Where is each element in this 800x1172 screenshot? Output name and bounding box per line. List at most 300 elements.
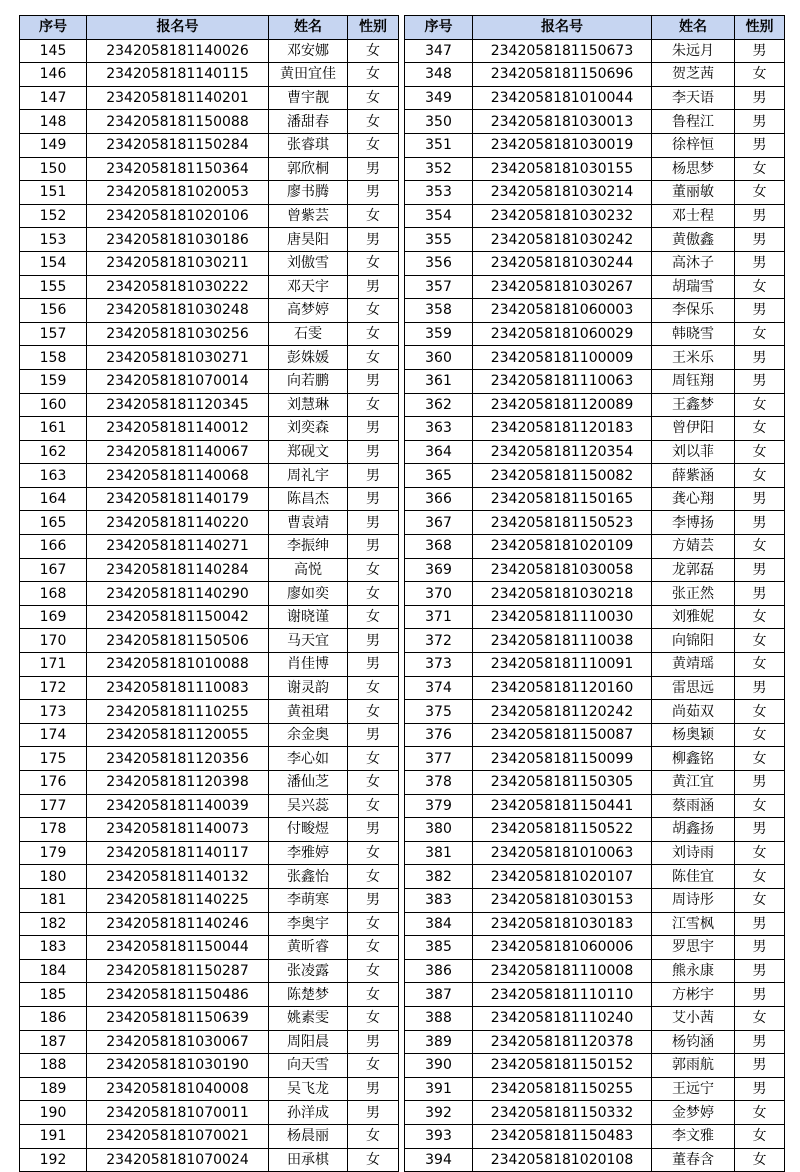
cell-no: 383 (405, 888, 473, 912)
table-row (20, 251, 399, 275)
cell-id: 2342058181120183 (473, 417, 652, 441)
cell-no: 393 (405, 1124, 473, 1148)
cell-id: 2342058181140284 (87, 558, 269, 582)
cell-name: 王鑫梦 (652, 393, 735, 417)
cell-name: 曹宇靓 (269, 86, 348, 110)
cell-name: 曾伊阳 (652, 417, 735, 441)
cell-id: 2342058181120055 (87, 723, 269, 747)
cell-name: 肖佳博 (269, 653, 348, 677)
cell-name: 雷思远 (652, 676, 735, 700)
cell-name: 田承棋 (269, 1148, 348, 1172)
cell-name: 杨钧涵 (652, 1030, 735, 1054)
cell-name: 邓士程 (652, 204, 735, 228)
cell-id: 2342058181030222 (87, 275, 269, 299)
table-row (405, 181, 785, 205)
cell-id: 2342058181140246 (87, 912, 269, 936)
cell-name: 姚素雯 (269, 1006, 348, 1030)
cell-sex: 女 (348, 841, 399, 865)
cell-name: 徐梓恒 (652, 133, 735, 157)
cell-sex: 男 (735, 204, 785, 228)
cell-name: 刘慧琳 (269, 393, 348, 417)
cell-name: 张正然 (652, 582, 735, 606)
table-row (20, 723, 399, 747)
cell-id: 2342058181030214 (473, 181, 652, 205)
cell-id: 2342058181140132 (87, 865, 269, 889)
cell-no: 390 (405, 1054, 473, 1078)
cell-id: 2342058181120345 (87, 393, 269, 417)
cell-id: 2342058181140225 (87, 888, 269, 912)
table-row (20, 771, 399, 795)
cell-id: 2342058181030183 (473, 912, 652, 936)
cell-id: 2342058181150088 (87, 110, 269, 134)
cell-name: 周阳晨 (269, 1030, 348, 1054)
cell-name: 李萌寒 (269, 888, 348, 912)
cell-sex: 女 (348, 1006, 399, 1030)
cell-id: 2342058181040008 (87, 1077, 269, 1101)
cell-no: 358 (405, 299, 473, 323)
cell-no: 382 (405, 865, 473, 889)
cell-name: 周钰翔 (652, 369, 735, 393)
table-row (20, 888, 399, 912)
table-row (405, 1124, 785, 1148)
cell-name: 杨思梦 (652, 157, 735, 181)
cell-no: 387 (405, 983, 473, 1007)
cell-id: 2342058181150522 (473, 818, 652, 842)
cell-name: 韩晓雪 (652, 322, 735, 346)
cell-name: 陈昌杰 (269, 487, 348, 511)
cell-name: 朱远月 (652, 39, 735, 63)
cell-id: 2342058181140026 (87, 39, 269, 63)
cell-sex: 女 (735, 723, 785, 747)
cell-id: 2342058181140179 (87, 487, 269, 511)
table-row (405, 110, 785, 134)
cell-name: 向若鹏 (269, 369, 348, 393)
cell-name: 潘甜春 (269, 110, 348, 134)
table-row (20, 228, 399, 252)
cell-no: 351 (405, 133, 473, 157)
cell-id: 2342058181030153 (473, 888, 652, 912)
cell-id: 2342058181150087 (473, 723, 652, 747)
cell-no: 171 (20, 653, 87, 677)
cell-id: 2342058181030271 (87, 346, 269, 370)
table-row (405, 841, 785, 865)
cell-no: 373 (405, 653, 473, 677)
cell-no: 389 (405, 1030, 473, 1054)
cell-name: 董春含 (652, 1148, 735, 1172)
cell-no: 160 (20, 393, 87, 417)
cell-sex: 男 (735, 959, 785, 983)
table-row (405, 1077, 785, 1101)
cell-no: 166 (20, 535, 87, 559)
cell-no: 364 (405, 440, 473, 464)
cell-name: 谢灵韵 (269, 676, 348, 700)
cell-no: 356 (405, 251, 473, 275)
cell-name: 黄靖瑶 (652, 653, 735, 677)
cell-sex: 女 (348, 393, 399, 417)
cell-no: 145 (20, 39, 87, 63)
cell-name: 胡鑫扬 (652, 818, 735, 842)
cell-name: 金梦婷 (652, 1101, 735, 1125)
cell-no: 369 (405, 558, 473, 582)
cell-sex: 男 (735, 487, 785, 511)
cell-sex: 男 (735, 511, 785, 535)
cell-id: 2342058181030256 (87, 322, 269, 346)
cell-name: 杨奥颖 (652, 723, 735, 747)
table-row (405, 157, 785, 181)
cell-sex: 男 (735, 39, 785, 63)
cell-sex: 男 (348, 275, 399, 299)
table-row (20, 346, 399, 370)
cell-name: 胡瑞雪 (652, 275, 735, 299)
cell-name: 周诗彤 (652, 888, 735, 912)
cell-id: 2342058181010044 (473, 86, 652, 110)
table-row (20, 676, 399, 700)
cell-name: 黄昕睿 (269, 936, 348, 960)
header-sex: 性别 (348, 16, 399, 40)
cell-id: 2342058181120089 (473, 393, 652, 417)
cell-name: 张睿琪 (269, 133, 348, 157)
cell-id: 2342058181070021 (87, 1124, 269, 1148)
cell-name: 李文雅 (652, 1124, 735, 1148)
cell-no: 354 (405, 204, 473, 228)
header-no: 序号 (405, 16, 473, 40)
cell-no: 151 (20, 181, 87, 205)
cell-name: 廖书腾 (269, 181, 348, 205)
cell-name: 陈楚梦 (269, 983, 348, 1007)
cell-no: 394 (405, 1148, 473, 1172)
cell-no: 169 (20, 605, 87, 629)
cell-sex: 男 (348, 464, 399, 488)
cell-sex: 男 (348, 1030, 399, 1054)
cell-name: 李天语 (652, 86, 735, 110)
cell-sex: 男 (348, 653, 399, 677)
cell-name: 李博扬 (652, 511, 735, 535)
cell-sex: 女 (348, 322, 399, 346)
cell-id: 2342058181140220 (87, 511, 269, 535)
table-row (405, 888, 785, 912)
table-row (405, 228, 785, 252)
cell-sex: 男 (735, 582, 785, 606)
cell-id: 2342058181150044 (87, 936, 269, 960)
cell-name: 罗思宇 (652, 936, 735, 960)
cell-id: 2342058181120356 (87, 747, 269, 771)
cell-id: 2342058181120160 (473, 676, 652, 700)
cell-name: 薛紫涵 (652, 464, 735, 488)
cell-id: 2342058181030067 (87, 1030, 269, 1054)
table-row (405, 959, 785, 983)
cell-id: 2342058181150152 (473, 1054, 652, 1078)
cell-sex: 女 (735, 393, 785, 417)
cell-no: 153 (20, 228, 87, 252)
table-row (405, 747, 785, 771)
table-row (405, 369, 785, 393)
table-row (405, 487, 785, 511)
cell-sex: 女 (348, 865, 399, 889)
table-row (20, 204, 399, 228)
cell-sex: 女 (348, 1124, 399, 1148)
cell-no: 181 (20, 888, 87, 912)
cell-id: 2342058181110091 (473, 653, 652, 677)
cell-name: 刘诗雨 (652, 841, 735, 865)
cell-no: 385 (405, 936, 473, 960)
cell-sex: 女 (348, 936, 399, 960)
table-row (20, 1124, 399, 1148)
cell-no: 156 (20, 299, 87, 323)
cell-sex: 女 (348, 558, 399, 582)
cell-name: 张鑫怡 (269, 865, 348, 889)
cell-name: 唐昊阳 (269, 228, 348, 252)
cell-id: 2342058181070024 (87, 1148, 269, 1172)
cell-id: 2342058181150305 (473, 771, 652, 795)
cell-sex: 男 (735, 1054, 785, 1078)
cell-id: 2342058181140067 (87, 440, 269, 464)
cell-id: 2342058181120378 (473, 1030, 652, 1054)
cell-no: 348 (405, 63, 473, 87)
cell-sex: 女 (348, 39, 399, 63)
cell-sex: 女 (735, 1101, 785, 1125)
cell-no: 191 (20, 1124, 87, 1148)
cell-no: 162 (20, 440, 87, 464)
cell-sex: 女 (735, 417, 785, 441)
cell-name: 杨晨丽 (269, 1124, 348, 1148)
cell-sex: 男 (348, 440, 399, 464)
cell-no: 368 (405, 535, 473, 559)
cell-id: 2342058181030242 (473, 228, 652, 252)
cell-id: 2342058181030013 (473, 110, 652, 134)
cell-no: 149 (20, 133, 87, 157)
cell-sex: 男 (348, 1101, 399, 1125)
cell-sex: 女 (735, 605, 785, 629)
table-row (405, 653, 785, 677)
cell-sex: 男 (348, 157, 399, 181)
cell-sex: 男 (735, 1030, 785, 1054)
cell-id: 2342058181140012 (87, 417, 269, 441)
table-row (20, 1054, 399, 1078)
cell-sex: 女 (348, 63, 399, 87)
cell-id: 2342058181020106 (87, 204, 269, 228)
cell-sex: 男 (735, 912, 785, 936)
cell-sex: 男 (348, 417, 399, 441)
cell-no: 167 (20, 558, 87, 582)
cell-sex: 女 (348, 983, 399, 1007)
table-row (405, 275, 785, 299)
cell-name: 郑砚文 (269, 440, 348, 464)
cell-name: 邓天宇 (269, 275, 348, 299)
cell-no: 388 (405, 1006, 473, 1030)
table-row (20, 393, 399, 417)
table-row (405, 700, 785, 724)
cell-name: 吴兴蕊 (269, 794, 348, 818)
cell-id: 2342058181140271 (87, 535, 269, 559)
cell-no: 372 (405, 629, 473, 653)
cell-sex: 女 (348, 959, 399, 983)
table-row (405, 1148, 785, 1172)
cell-sex: 女 (348, 912, 399, 936)
cell-sex: 女 (348, 110, 399, 134)
table-row (405, 1101, 785, 1125)
cell-no: 175 (20, 747, 87, 771)
cell-sex: 男 (735, 936, 785, 960)
table-row (20, 959, 399, 983)
cell-name: 蔡雨涵 (652, 794, 735, 818)
cell-id: 2342058181150483 (473, 1124, 652, 1148)
cell-sex: 女 (735, 1148, 785, 1172)
cell-sex: 男 (348, 723, 399, 747)
cell-name: 艾小茜 (652, 1006, 735, 1030)
table-row (405, 558, 785, 582)
cell-id: 2342058181020107 (473, 865, 652, 889)
cell-no: 192 (20, 1148, 87, 1172)
cell-sex: 女 (735, 535, 785, 559)
cell-no: 150 (20, 157, 87, 181)
cell-no: 347 (405, 39, 473, 63)
cell-no: 174 (20, 723, 87, 747)
table-row (20, 841, 399, 865)
cell-no: 152 (20, 204, 87, 228)
cell-no: 360 (405, 346, 473, 370)
cell-sex: 女 (348, 346, 399, 370)
table-row (405, 322, 785, 346)
table-row (20, 110, 399, 134)
cell-no: 386 (405, 959, 473, 983)
cell-sex: 女 (735, 747, 785, 771)
cell-id: 2342058181030244 (473, 251, 652, 275)
cell-name: 李保乐 (652, 299, 735, 323)
cell-name: 张凌露 (269, 959, 348, 983)
cell-sex: 女 (735, 629, 785, 653)
cell-sex: 女 (735, 700, 785, 724)
cell-no: 180 (20, 865, 87, 889)
cell-id: 2342058181150042 (87, 605, 269, 629)
cell-name: 彭姝媛 (269, 346, 348, 370)
cell-name: 石雯 (269, 322, 348, 346)
cell-no: 173 (20, 700, 87, 724)
cell-id: 2342058181030186 (87, 228, 269, 252)
cell-no: 380 (405, 818, 473, 842)
cell-id: 2342058181150486 (87, 983, 269, 1007)
cell-id: 2342058181110038 (473, 629, 652, 653)
cell-name: 李振绅 (269, 535, 348, 559)
table-row (20, 511, 399, 535)
cell-no: 367 (405, 511, 473, 535)
cell-name: 刘雅妮 (652, 605, 735, 629)
cell-id: 2342058181110110 (473, 983, 652, 1007)
table-row (405, 983, 785, 1007)
table-row (405, 251, 785, 275)
cell-id: 2342058181110008 (473, 959, 652, 983)
table-row (405, 676, 785, 700)
table-row (405, 63, 785, 87)
cell-id: 2342058181120354 (473, 440, 652, 464)
cell-sex: 女 (735, 1124, 785, 1148)
table-row (20, 605, 399, 629)
cell-id: 2342058181140068 (87, 464, 269, 488)
table-row (405, 1006, 785, 1030)
table-row (405, 204, 785, 228)
cell-id: 2342058181150441 (473, 794, 652, 818)
cell-id: 2342058181150332 (473, 1101, 652, 1125)
cell-sex: 女 (348, 299, 399, 323)
cell-name: 方婧芸 (652, 535, 735, 559)
table-row (20, 299, 399, 323)
table-row (20, 181, 399, 205)
table-row (405, 912, 785, 936)
cell-name: 刘奕森 (269, 417, 348, 441)
cell-id: 2342058181150082 (473, 464, 652, 488)
cell-no: 374 (405, 676, 473, 700)
cell-name: 郭欣桐 (269, 157, 348, 181)
table-row (20, 487, 399, 511)
cell-id: 2342058181110255 (87, 700, 269, 724)
cell-sex: 女 (735, 181, 785, 205)
table-row (405, 582, 785, 606)
cell-sex: 男 (735, 369, 785, 393)
cell-sex: 女 (735, 275, 785, 299)
cell-sex: 男 (735, 818, 785, 842)
cell-name: 董丽敏 (652, 181, 735, 205)
cell-sex: 女 (735, 794, 785, 818)
header-id: 报名号 (473, 16, 652, 40)
cell-sex: 男 (348, 369, 399, 393)
cell-id: 2342058181150284 (87, 133, 269, 157)
cell-sex: 女 (348, 1148, 399, 1172)
cell-no: 183 (20, 936, 87, 960)
cell-sex: 男 (735, 558, 785, 582)
table-row (20, 794, 399, 818)
cell-name: 付畯煜 (269, 818, 348, 842)
cell-no: 392 (405, 1101, 473, 1125)
cell-no: 161 (20, 417, 87, 441)
table-row (20, 417, 399, 441)
cell-no: 155 (20, 275, 87, 299)
table-row (20, 983, 399, 1007)
cell-no: 154 (20, 251, 87, 275)
cell-sex: 女 (348, 794, 399, 818)
cell-id: 2342058181150287 (87, 959, 269, 983)
table-row (405, 393, 785, 417)
cell-no: 163 (20, 464, 87, 488)
cell-no: 352 (405, 157, 473, 181)
cell-no: 189 (20, 1077, 87, 1101)
table-row (20, 369, 399, 393)
cell-no: 362 (405, 393, 473, 417)
cell-id: 2342058181060029 (473, 322, 652, 346)
cell-name: 高梦婷 (269, 299, 348, 323)
cell-name: 高沐子 (652, 251, 735, 275)
cell-name: 柳鑫铭 (652, 747, 735, 771)
cell-name: 鲁程江 (652, 110, 735, 134)
cell-sex: 女 (348, 582, 399, 606)
cell-id: 2342058181030267 (473, 275, 652, 299)
cell-sex: 男 (735, 251, 785, 275)
cell-id: 2342058181020108 (473, 1148, 652, 1172)
cell-name: 周礼宇 (269, 464, 348, 488)
cell-sex: 男 (735, 983, 785, 1007)
table-row (20, 464, 399, 488)
cell-id: 2342058181150639 (87, 1006, 269, 1030)
cell-sex: 男 (348, 818, 399, 842)
table-row (20, 558, 399, 582)
cell-sex: 男 (735, 228, 785, 252)
cell-id: 2342058181120398 (87, 771, 269, 795)
table-row (405, 464, 785, 488)
cell-name: 龚心翔 (652, 487, 735, 511)
cell-sex: 男 (348, 511, 399, 535)
cell-sex: 男 (735, 133, 785, 157)
cell-id: 2342058181030155 (473, 157, 652, 181)
cell-id: 2342058181060003 (473, 299, 652, 323)
table-row (405, 440, 785, 464)
